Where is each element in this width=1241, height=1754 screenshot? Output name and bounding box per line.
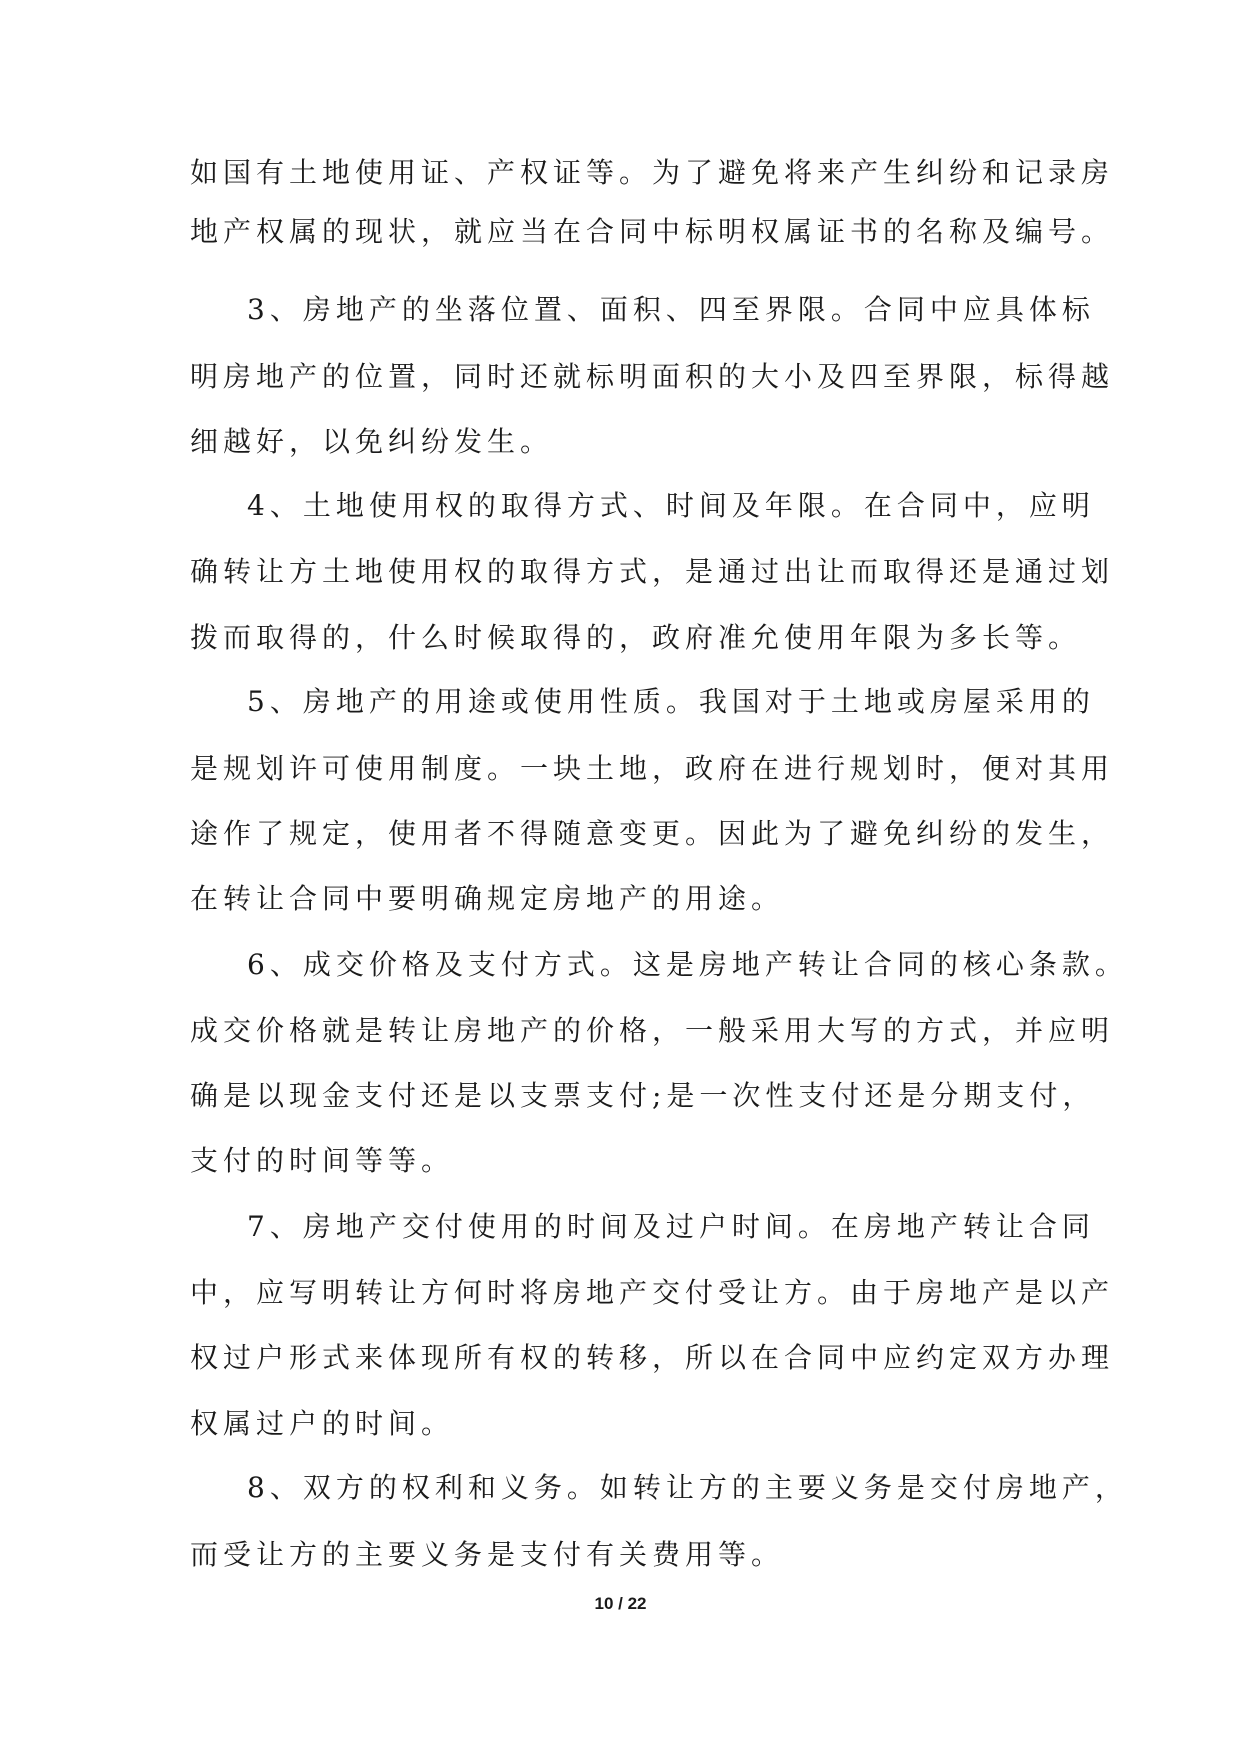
text-line: 细越好，以免纠纷发生。: [190, 425, 554, 458]
text-line: 确转让方土地使用权的取得方式，是通过出让而取得还是通过划: [190, 555, 1115, 588]
text-line: 4、土地使用权的取得方式、时间及年限。在合同中，应明: [247, 489, 1095, 522]
text-line: 6、成交价格及支付方式。这是房地产转让合同的核心条款。: [247, 948, 1128, 981]
text-line: 成交价格就是转让房地产的价格，一般采用大写的方式，并应明: [190, 1014, 1115, 1047]
text-line: 权过户形式来体现所有权的转移，所以在合同中应约定双方办理: [190, 1341, 1115, 1374]
text-line: 5、房地产的用途或使用性质。我国对于土地或房屋采用的: [247, 685, 1095, 718]
text-line: 而受让方的主要义务是支付有关费用等。: [190, 1538, 785, 1571]
text-line: 如国有土地使用证、产权证等。为了避免将来产生纠纷和记录房: [190, 156, 1115, 189]
text-line: 中，应写明转让方何时将房地产交付受让方。由于房地产是以产: [190, 1276, 1115, 1309]
text-line: 支付的时间等等。: [190, 1144, 455, 1177]
text-line: 权属过户的时间。: [190, 1407, 455, 1440]
text-line: 7、房地产交付使用的时间及过户时间。在房地产转让合同: [247, 1210, 1095, 1243]
text-line: 是规划许可使用制度。一块土地，政府在进行规划时，便对其用: [190, 752, 1115, 785]
text-line: 在转让合同中要明确规定房地产的用途。: [190, 882, 785, 915]
text-line: 确是以现金支付还是以支票支付;是一次性支付还是分期支付，: [190, 1079, 1096, 1112]
text-line: 3、房地产的坐落位置、面积、四至界限。合同中应具体标: [247, 293, 1095, 326]
text-line: 地产权属的现状，就应当在合同中标明权属证书的名称及编号。: [190, 215, 1115, 248]
text-line: 拨而取得的，什么时候取得的，政府准允使用年限为多长等。: [190, 621, 1082, 654]
text-line: 8、双方的权利和义务。如转让方的主要义务是交付房地产，: [247, 1471, 1128, 1504]
text-line: 途作了规定，使用者不得随意变更。因此为了避免纠纷的发生，: [190, 817, 1115, 850]
page-number: 10 / 22: [594, 1594, 647, 1613]
text-line: 明房地产的位置，同时还就标明面积的大小及四至界限，标得越: [190, 360, 1115, 393]
